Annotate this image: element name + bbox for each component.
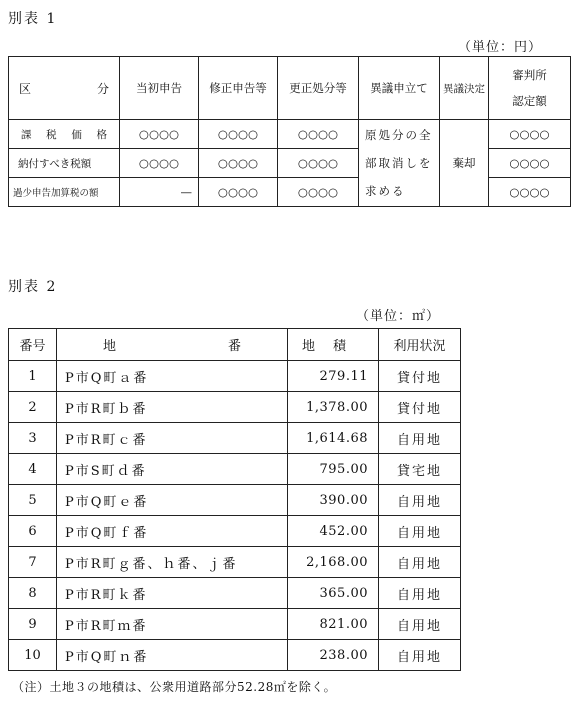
- header-correction: 更正処分等: [278, 57, 359, 120]
- cell-tribunal: ○○○○: [489, 178, 571, 207]
- row-label: 納付すべき税額: [9, 149, 120, 178]
- cell-amended: ○○○○: [199, 178, 278, 207]
- cell-no: 5: [9, 485, 57, 516]
- cell-area: 238.00: [288, 640, 379, 671]
- header-tribunal: 審判所 認定額: [489, 57, 571, 120]
- header-initial: 当初申告: [120, 57, 199, 120]
- cell-use: 自用地: [379, 609, 461, 640]
- cell-tribunal: ○○○○: [489, 149, 571, 178]
- cell-area: 2,168.00: [288, 547, 379, 578]
- header-amended: 修正申告等: [199, 57, 278, 120]
- header-use: 利用状況: [379, 329, 461, 361]
- cell-lot: P市R町ｃ番: [57, 423, 288, 454]
- cell-area: 1,378.00: [288, 392, 379, 423]
- header-objection: 異議申立て: [359, 57, 440, 120]
- table-row: [9, 361, 461, 392]
- cell-lot: P市Q町ｆ番: [57, 516, 288, 547]
- cell-lot: P市Q町ａ番: [57, 361, 288, 392]
- table2-title: 別表 2: [8, 279, 58, 295]
- table-row: [9, 640, 461, 671]
- cell-area: 821.00: [288, 609, 379, 640]
- cell-use: 自用地: [379, 423, 461, 454]
- header-area: 地積: [288, 329, 379, 361]
- header-decision: 異議決定: [440, 57, 489, 120]
- row-label: 過少申告加算税の額: [9, 178, 120, 207]
- cell-no: 4: [9, 454, 57, 485]
- cell-lot: P市R町ｂ番: [57, 392, 288, 423]
- table2-header-row: [9, 329, 461, 361]
- table-row: [9, 423, 461, 454]
- cell-use: 貸宅地: [379, 454, 461, 485]
- cell-area: 452.00: [288, 516, 379, 547]
- cell-initial: ○○○○: [120, 120, 199, 149]
- cell-area: 279.11: [288, 361, 379, 392]
- cell-lot: P市R町ｍ番: [57, 609, 288, 640]
- table1-unit: （単位：円）: [458, 40, 543, 55]
- cell-no: 6: [9, 516, 57, 547]
- cell-no: 10: [9, 640, 57, 671]
- cell-use: 自用地: [379, 547, 461, 578]
- cell-initial: ○○○○: [120, 149, 199, 178]
- cell-initial: —: [120, 178, 199, 207]
- table2-unit: （単位：㎡）: [356, 309, 441, 324]
- cell-use: 貸付地: [379, 392, 461, 423]
- header-lot: 地 番: [57, 329, 288, 361]
- table-row: [9, 392, 461, 423]
- cell-lot: P市Q町ｅ番: [57, 485, 288, 516]
- table-row: [9, 516, 461, 547]
- cell-correction: ○○○○: [278, 149, 359, 178]
- cell-use: 自用地: [379, 578, 461, 609]
- table2-note: （注）土地３の地積は、公衆用道路部分52.28㎡を除く。: [12, 680, 337, 694]
- cell-decision: 棄却: [440, 120, 489, 207]
- cell-area: 1,614.68: [288, 423, 379, 454]
- cell-no: 8: [9, 578, 57, 609]
- table1: [8, 56, 571, 207]
- table-row: [9, 485, 461, 516]
- cell-use: 自用地: [379, 516, 461, 547]
- table-row: [9, 578, 461, 609]
- cell-use: 貸付地: [379, 361, 461, 392]
- cell-amended: ○○○○: [199, 120, 278, 149]
- table-row: [9, 120, 571, 149]
- cell-correction: ○○○○: [278, 120, 359, 149]
- cell-no: 9: [9, 609, 57, 640]
- cell-no: 1: [9, 361, 57, 392]
- cell-objection: 原処分の全 部取消しを 求める: [359, 120, 440, 207]
- table-row: [9, 547, 461, 578]
- cell-correction: ○○○○: [278, 178, 359, 207]
- cell-tribunal: ○○○○: [489, 120, 571, 149]
- row-label: 課税価格: [9, 120, 120, 149]
- cell-no: 7: [9, 547, 57, 578]
- cell-use: 自用地: [379, 640, 461, 671]
- table-row: [9, 454, 461, 485]
- cell-lot: P市R町ｋ番: [57, 578, 288, 609]
- cell-area: 365.00: [288, 578, 379, 609]
- cell-lot: P市R町ｇ番、ｈ番、ｊ番: [57, 547, 288, 578]
- table1-header-row: [9, 57, 571, 120]
- cell-no: 3: [9, 423, 57, 454]
- table-row: [9, 609, 461, 640]
- cell-no: 2: [9, 392, 57, 423]
- cell-lot: P市Q町ｎ番: [57, 640, 288, 671]
- cell-lot: P市S町ｄ番: [57, 454, 288, 485]
- cell-area: 390.00: [288, 485, 379, 516]
- cell-amended: ○○○○: [199, 149, 278, 178]
- table1-title: 別表 1: [8, 11, 58, 27]
- cell-use: 自用地: [379, 485, 461, 516]
- header-no: 番号: [9, 329, 57, 361]
- table2: [8, 328, 461, 671]
- header-category: 区 分: [9, 57, 120, 120]
- cell-area: 795.00: [288, 454, 379, 485]
